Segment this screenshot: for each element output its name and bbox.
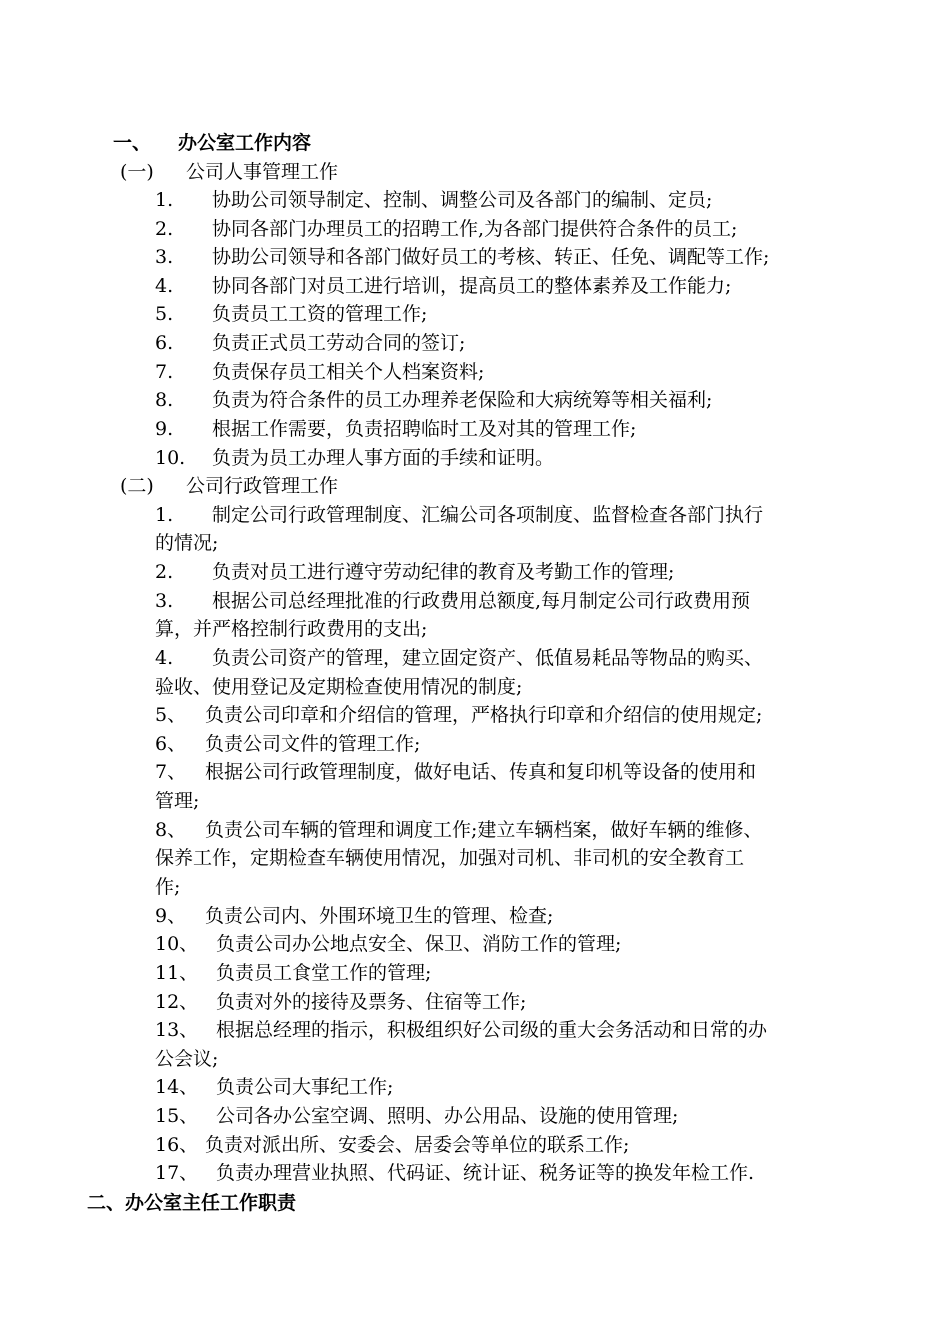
- item-text: 负责为符合条件的员工办理养老保险和大病统筹等相关福利;: [212, 389, 713, 411]
- item-text-continued: 算，并严格控制行政费用的支出;: [155, 618, 428, 640]
- item-text-continued: 管理;: [155, 790, 200, 812]
- item-text: 负责对员工进行遵守劳动纪律的教育及考勤工作的管理;: [212, 561, 675, 583]
- item-text: 负责公司内、外围环境卫生的管理、检查;: [205, 905, 554, 927]
- item-number: 7.: [155, 361, 174, 383]
- item-text: 负责员工工资的管理工作;: [212, 303, 428, 325]
- item-number: 8、: [155, 819, 187, 841]
- item-number: 3.: [155, 246, 174, 268]
- item-number: 4.: [155, 275, 174, 297]
- item-text: 负责公司车辆的管理和调度工作;建立车辆档案，做好车辆的维修、: [205, 819, 763, 841]
- item-number: 12、: [155, 991, 199, 1013]
- item-number: 11、: [155, 962, 199, 984]
- item-number: 1.: [155, 504, 174, 526]
- item-number: 1.: [155, 189, 174, 211]
- item-text: 协助公司领导制定、控制、调整公司及各部门的编制、定员;: [212, 189, 713, 211]
- item-number: 10.: [155, 447, 186, 469]
- item-number: 6.: [155, 332, 174, 354]
- item-number: 3.: [155, 590, 174, 612]
- item-number: 16、: [155, 1134, 199, 1156]
- item-number: 8.: [155, 389, 174, 411]
- item-text: 负责为员工办理人事方面的手续和证明。: [212, 447, 555, 469]
- item-text: 负责员工食堂工作的管理;: [216, 962, 432, 984]
- item-number: 5、: [155, 704, 187, 726]
- item-text: 负责办理营业执照、代码证、统计证、税务证等的换发年检工作.: [216, 1162, 755, 1184]
- item-text: 负责正式员工劳动合同的签订;: [212, 332, 466, 354]
- item-text: 负责公司大事纪工作;: [216, 1076, 394, 1098]
- item-text: 协同各部门办理员工的招聘工作,为各部门提供符合条件的员工;: [212, 218, 738, 240]
- item-number: 4.: [155, 647, 174, 669]
- subsection-number: (一): [120, 161, 154, 183]
- item-number: 9.: [155, 418, 174, 440]
- item-number: 2.: [155, 561, 174, 583]
- item-text: 协同各部门对员工进行培训，提高员工的整体素养及工作能力;: [212, 275, 732, 297]
- item-number: 10、: [155, 933, 199, 955]
- item-text: 根据工作需要，负责招聘临时工及对其的管理工作;: [212, 418, 637, 440]
- subsection-title: 公司人事管理工作: [186, 161, 339, 183]
- section-number: 一、: [113, 132, 152, 154]
- item-number: 7、: [155, 761, 187, 783]
- item-number: 14、: [155, 1076, 199, 1098]
- section-heading: 二、办公室主任工作职责: [87, 1192, 297, 1214]
- item-text: 根据公司总经理批准的行政费用总额度,每月制定公司行政费用预: [212, 590, 751, 612]
- subsection-number: (二): [120, 475, 154, 497]
- item-number: 5.: [155, 303, 174, 325]
- item-text-continued: 公会议;: [155, 1048, 219, 1070]
- item-text: 协助公司领导和各部门做好员工的考核、转正、任免、调配等工作;: [212, 246, 770, 268]
- item-number: 13、: [155, 1019, 199, 1041]
- item-text: 负责公司资产的管理，建立固定资产、低值易耗品等物品的购买、: [212, 647, 764, 669]
- item-text-continued: 验收、使用登记及定期检查使用情况的制度;: [155, 676, 523, 698]
- item-text: 负责对派出所、安委会、居委会等单位的联系工作;: [205, 1134, 630, 1156]
- item-number: 2.: [155, 218, 174, 240]
- item-text: 负责公司文件的管理工作;: [205, 733, 421, 755]
- item-number: 9、: [155, 905, 187, 927]
- item-number: 17、: [155, 1162, 199, 1184]
- subsection-title: 公司行政管理工作: [186, 475, 339, 497]
- item-text: 负责保存员工相关个人档案资料;: [212, 361, 485, 383]
- item-text-continued: 保养工作，定期检查车辆使用情况，加强对司机、非司机的安全教育工: [155, 847, 745, 869]
- item-text: 制定公司行政管理制度、汇编公司各项制度、监督检查各部门执行: [212, 504, 764, 526]
- item-text: 负责公司印章和介绍信的管理，严格执行印章和介绍信的使用规定;: [205, 704, 763, 726]
- item-text: 负责对外的接待及票务、住宿等工作;: [216, 991, 527, 1013]
- item-text: 负责公司办公地点安全、保卫、消防工作的管理;: [216, 933, 622, 955]
- item-text: 公司各办公室空调、照明、办公用品、设施的使用管理;: [216, 1105, 679, 1127]
- item-text: 根据公司行政管理制度，做好电话、传真和复印机等设备的使用和: [205, 761, 757, 783]
- item-number: 6、: [155, 733, 187, 755]
- item-number: 15、: [155, 1105, 199, 1127]
- item-text: 根据总经理的指示，积极组织好公司级的重大会务活动和日常的办: [216, 1019, 768, 1041]
- section-title: 办公室工作内容: [178, 132, 312, 154]
- item-text-continued: 作;: [155, 876, 181, 898]
- item-text-continued: 的情况;: [155, 532, 219, 554]
